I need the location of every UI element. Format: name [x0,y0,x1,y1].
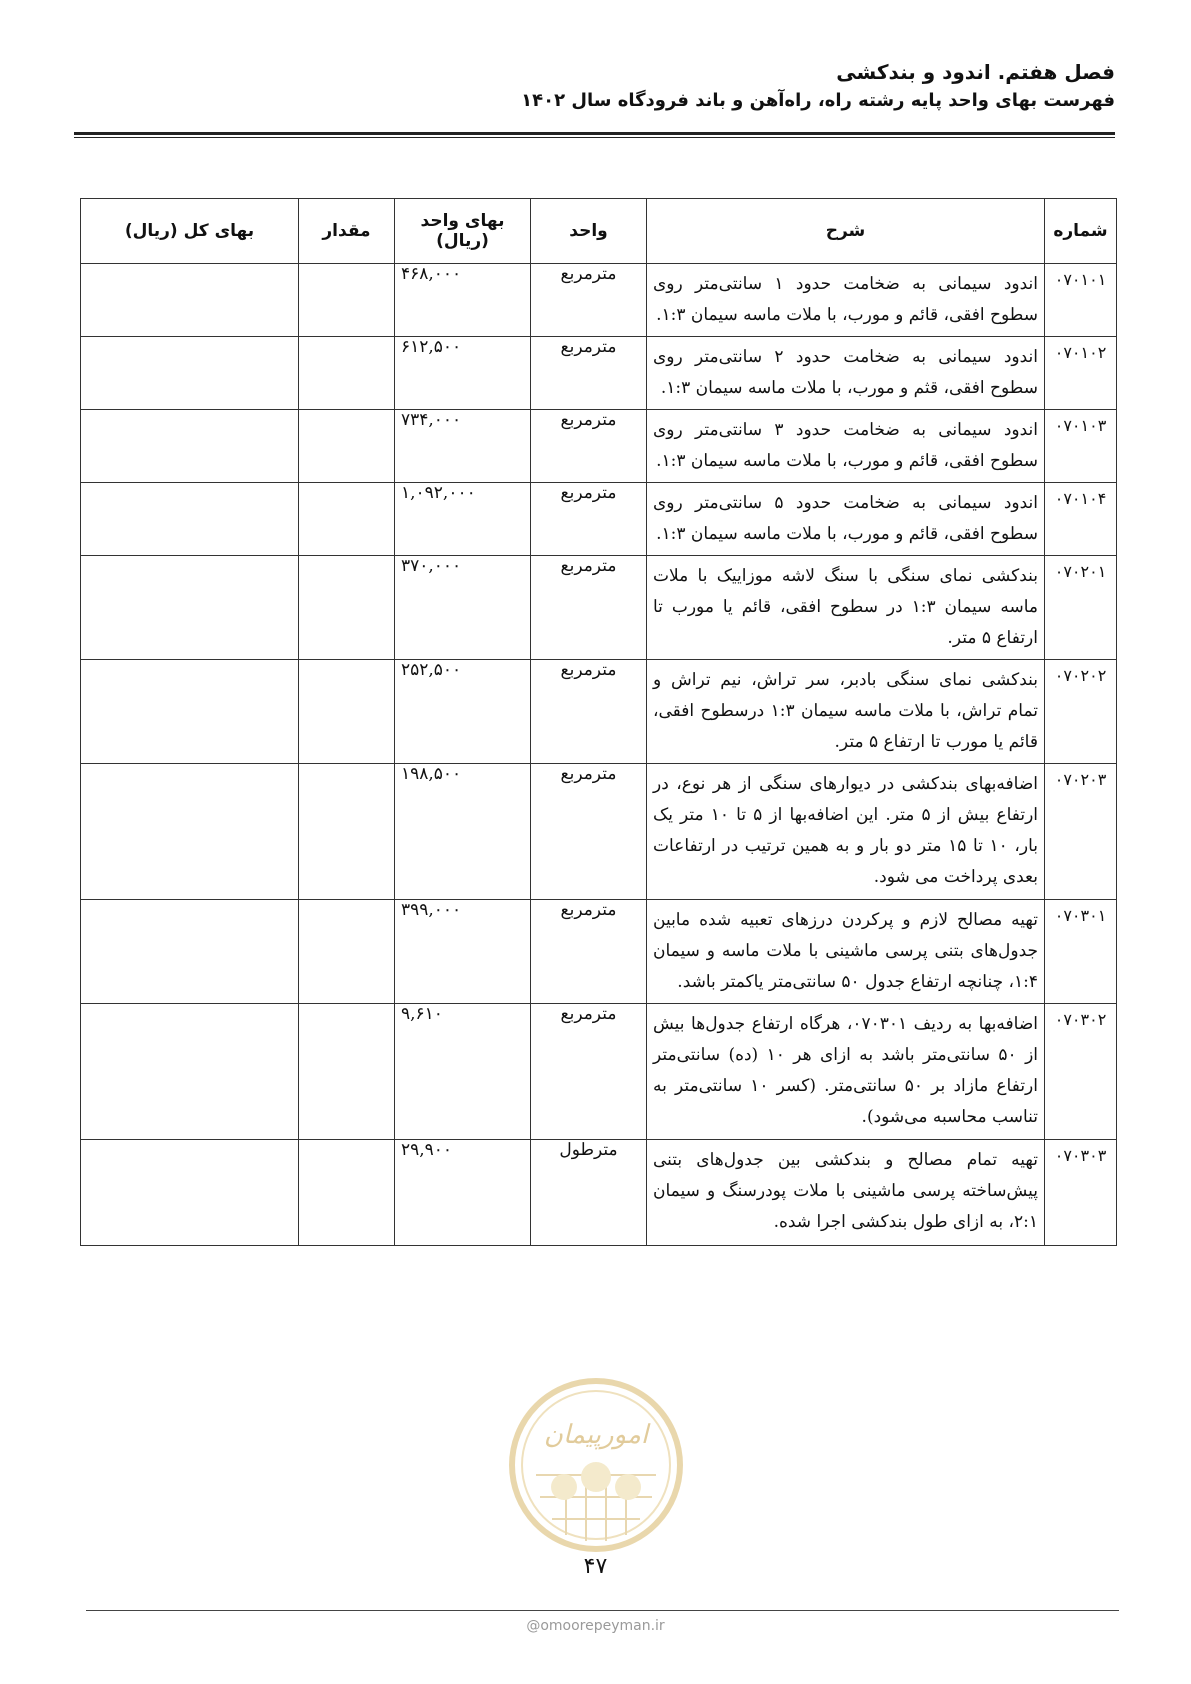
chapter-title: فصل هفتم. اندود و بندکشی [836,60,1115,84]
item-quantity [299,410,395,483]
item-unit-price: ۱,۰۹۲,۰۰۰ [395,483,531,556]
table-row [81,556,1117,660]
item-description: اضافه‌بها به ردیف ۰۷۰۳۰۱، هرگاه ارتفاع جدول‌ها بیش از ۵۰ سانتی‌متر باشد به ازای هر ۱۰ (ده) سانتی‌متر ارتفاع مازاد بر ۵۰ سانتی‌متر. (کسر ۱۰ سانتی‌متر به تناسب محاسبه می‌شود). [647,1004,1045,1140]
table-header-row [81,199,1117,264]
item-quantity [299,483,395,556]
publisher-seal-logo [506,1375,686,1555]
item-unit: مترمربع [531,1004,647,1140]
item-unit: مترمربع [531,764,647,900]
item-unit-price: ۶۱۲,۵۰۰ [395,337,531,410]
item-unit-price: ۴۶۸,۰۰۰ [395,264,531,337]
item-quantity [299,764,395,900]
item-code: ۰۷۰۱۰۱ [1045,264,1117,337]
page-number: ۴۷ [583,1554,608,1579]
item-unit-price: ۷۳۴,۰۰۰ [395,410,531,483]
item-unit: مترمربع [531,483,647,556]
item-total [81,1140,299,1246]
item-code: ۰۷۰۱۰۴ [1045,483,1117,556]
item-code: ۰۷۰۲۰۲ [1045,660,1117,764]
website-watermark: @omoorepeyman.ir [526,1618,665,1634]
item-code: ۰۷۰۳۰۳ [1045,1140,1117,1246]
footer-rule [86,1610,1119,1611]
table-row [81,483,1117,556]
item-unit: مترمربع [531,900,647,1004]
item-total [81,410,299,483]
item-description: اندود سیمانی به ضخامت حدود ۵ سانتی‌متر روی سطوح افقی، قائم و مورب، با ملات ماسه سیمان ۱:۳. [647,483,1045,556]
item-description: بندکشی نمای سنگی با سنگ لاشه موزاییک با ملات ماسه سیمان ۱:۳ در سطوح افقی، قائم یا مورب تا ارتفاع ۵ متر. [647,556,1045,660]
page-header [521,58,1115,116]
item-quantity [299,337,395,410]
table-row [81,900,1117,1004]
item-description: تهیه تمام مصالح و بندکشی بین جدول‌های بتنی پیش‌ساخته پرسی ماشینی با ملات پودرسنگ و سیمان ۲:۱، به ازای طول بندکشی اجرا شده. [647,1140,1045,1246]
item-total [81,556,299,660]
item-unit-price: ۳۷۰,۰۰۰ [395,556,531,660]
item-unit-price: ۳۹۹,۰۰۰ [395,900,531,1004]
table-row [81,264,1117,337]
item-code: ۰۷۰۱۰۲ [1045,337,1117,410]
item-total [81,660,299,764]
item-quantity [299,900,395,1004]
item-unit: مترطول [531,1140,647,1246]
column-header-quantity: مقدار [299,199,395,264]
item-total [81,900,299,1004]
item-unit: مترمربع [531,660,647,764]
column-header-total-price: بهای کل (ریال) [81,199,299,264]
item-code: ۰۷۰۳۰۱ [1045,900,1117,1004]
item-code: ۰۷۰۱۰۳ [1045,410,1117,483]
table-row [81,1004,1117,1140]
table-row [81,410,1117,483]
column-header-unit: واحد [531,199,647,264]
table-row [81,764,1117,900]
item-code: ۰۷۰۳۰۲ [1045,1004,1117,1140]
item-description: اضافه‌بهای بندکشی در دیوارهای سنگی از هر نوع، در ارتفاع بیش از ۵ متر. این اضافه‌بها از ۵ تا ۱۰ متر یک بار، ۱۰ تا ۱۵ متر دو بار و به همین ترتیب در ارتفاعات بعدی پرداخت می شود. [647,764,1045,900]
item-description: اندود سیمانی به ضخامت حدود ۳ سانتی‌متر روی سطوح افقی، قائم و مورب، با ملات ماسه سیمان ۱:۳. [647,410,1045,483]
item-total [81,337,299,410]
table-row [81,1140,1117,1246]
table-row [81,660,1117,764]
item-quantity [299,660,395,764]
column-header-code: شماره [1045,199,1117,264]
item-description: اندود سیمانی به ضخامت حدود ۲ سانتی‌متر روی سطوح افقی، قثم و مورب، با ملات ماسه سیمان ۱:۳. [647,337,1045,410]
item-code: ۰۷۰۲۰۳ [1045,764,1117,900]
seal-lettering: امورپیمان [543,1420,649,1450]
item-unit: مترمربع [531,556,647,660]
document-subtitle: فهرست بهای واحد پایه رشته راه، راه‌آهن و باند فرودگاه سال ۱۴۰۲ [521,90,1115,111]
item-code: ۰۷۰۲۰۱ [1045,556,1117,660]
header-rule-thick [74,132,1115,135]
table-row [81,337,1117,410]
price-table [80,198,1117,1246]
item-description: تهیه مصالح لازم و پرکردن درزهای تعبیه شده مابین جدول‌های بتنی پرسی ماشینی با ملات ماسه و سیمان ۱:۴، چنانچه ارتفاع جدول ۵۰ سانتی‌متر یاکمتر باشد. [647,900,1045,1004]
item-unit: مترمربع [531,264,647,337]
item-unit-price: ۱۹۸,۵۰۰ [395,764,531,900]
item-total [81,264,299,337]
item-total [81,483,299,556]
item-description: اندود سیمانی به ضخامت حدود ۱ سانتی‌متر روی سطوح افقی، قائم و مورب، با ملات ماسه سیمان ۱:۳. [647,264,1045,337]
item-quantity [299,1004,395,1140]
item-quantity [299,264,395,337]
item-unit-price: ۲۹,۹۰۰ [395,1140,531,1246]
item-quantity [299,1140,395,1246]
item-unit-price: ۹,۶۱۰ [395,1004,531,1140]
column-header-description: شرح [647,199,1045,264]
item-description: بندکشی نمای سنگی بادبر، سر تراش، نیم تراش و تمام تراش، با ملات ماسه سیمان ۱:۳ درسطوح افقی، قائم یا مورب تا ارتفاع ۵ متر. [647,660,1045,764]
item-unit: مترمربع [531,337,647,410]
item-unit: مترمربع [531,410,647,483]
item-total [81,764,299,900]
header-rule-thin [74,137,1115,138]
item-total [81,1004,299,1140]
item-unit-price: ۲۵۲,۵۰۰ [395,660,531,764]
item-quantity [299,556,395,660]
column-header-unit-price: بهای واحد (ریال) [395,199,531,264]
